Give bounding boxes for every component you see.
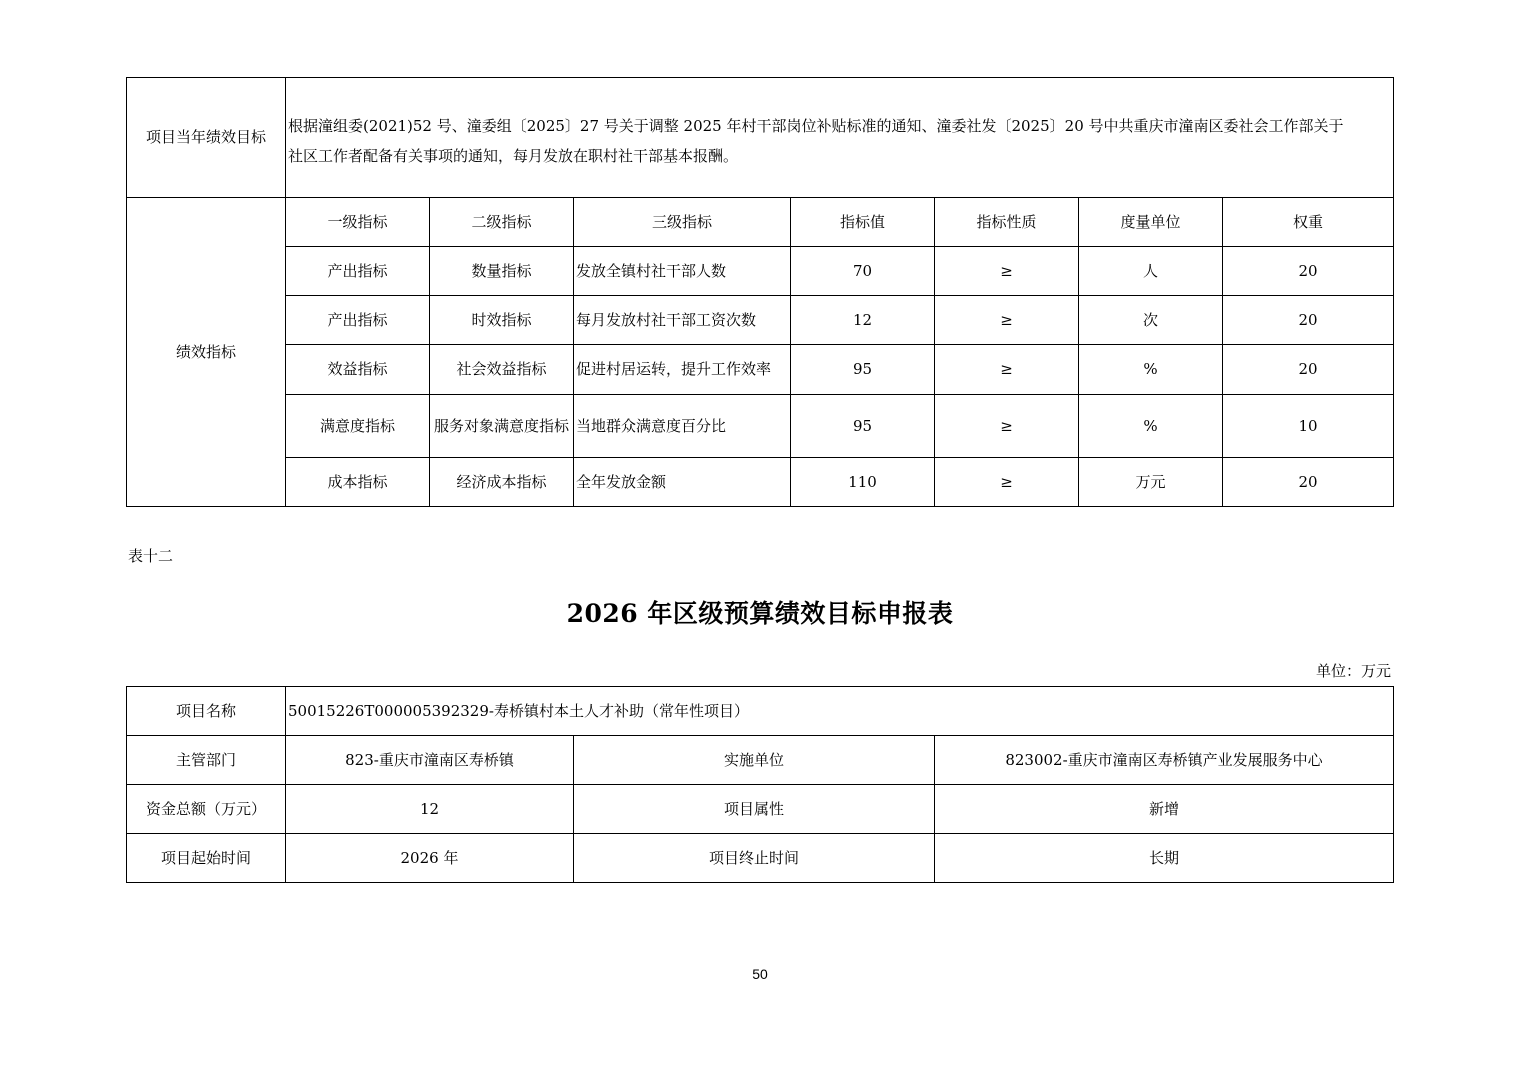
header-level3: 三级指标 — [574, 198, 791, 247]
start-value: 2026 年 — [286, 834, 574, 883]
performance-indicator-table — [126, 77, 1394, 507]
cell-level2: 社会效益指标 — [430, 345, 574, 395]
cell-level2: 数量指标 — [430, 247, 574, 296]
cell-level3: 当地群众满意度百分比 — [574, 395, 791, 458]
cell-value: 12 — [791, 296, 935, 345]
cell-nature: ≥ — [935, 395, 1079, 458]
cell-level3: 每月发放村社干部工资次数 — [574, 296, 791, 345]
cell-level2: 经济成本指标 — [430, 458, 574, 507]
header-nature: 指标性质 — [935, 198, 1079, 247]
cell-level2: 时效指标 — [430, 296, 574, 345]
cell-unit: 次 — [1079, 296, 1223, 345]
impl-label: 实施单位 — [574, 736, 935, 785]
end-value: 长期 — [935, 834, 1394, 883]
cell-nature: ≥ — [935, 247, 1079, 296]
cell-weight: 20 — [1223, 458, 1394, 507]
attr-label: 项目属性 — [574, 785, 935, 834]
cell-value: 110 — [791, 458, 935, 507]
table-number-label: 表十二 — [128, 547, 174, 565]
project-name-value: 50015226T000005392329-寿桥镇村本土人才补助（常年性项目） — [286, 687, 1394, 736]
cell-value: 70 — [791, 247, 935, 296]
goal-text: 根据潼组委(2021)52 号、潼委组〔2025〕27 号关于调整 2025 年村干部岗位补贴标准的通知、潼委社发〔2025〕20 号中共重庆市潼南区委社会工作部关于社区工作者配备有关事项的通知，每月发放在职村社干部基本报酬。 — [286, 78, 1394, 198]
cell-nature: ≥ — [935, 296, 1079, 345]
cell-unit: % — [1079, 345, 1223, 395]
header-level1: 一级指标 — [286, 198, 430, 247]
page-number: 50 — [752, 966, 768, 982]
cell-level1: 成本指标 — [286, 458, 430, 507]
header-unit: 度量单位 — [1079, 198, 1223, 247]
table-row — [127, 345, 1394, 395]
cell-nature: ≥ — [935, 458, 1079, 507]
cell-level1: 产出指标 — [286, 247, 430, 296]
table-row — [127, 296, 1394, 345]
page-title: 2026 年区级预算绩效目标申报表 — [566, 599, 954, 628]
project-info-table — [126, 686, 1394, 883]
cell-weight: 10 — [1223, 395, 1394, 458]
cell-level3: 全年发放金额 — [574, 458, 791, 507]
cell-nature: ≥ — [935, 345, 1079, 395]
cell-level2: 服务对象满意度指标 — [430, 395, 574, 458]
unit-label: 单位：万元 — [1315, 662, 1391, 680]
goal-label: 项目当年绩效目标 — [127, 78, 286, 198]
cell-level3: 发放全镇村社干部人数 — [574, 247, 791, 296]
start-label: 项目起始时间 — [127, 834, 286, 883]
cell-weight: 20 — [1223, 345, 1394, 395]
funds-label: 资金总额（万元） — [127, 785, 286, 834]
perf-label: 绩效指标 — [127, 198, 286, 507]
attr-value: 新增 — [935, 785, 1394, 834]
dept-value: 823-重庆市潼南区寿桥镇 — [286, 736, 574, 785]
cell-value: 95 — [791, 345, 935, 395]
cell-level1: 产出指标 — [286, 296, 430, 345]
table-row — [127, 395, 1394, 458]
cell-unit: 万元 — [1079, 458, 1223, 507]
header-weight: 权重 — [1223, 198, 1394, 247]
end-label: 项目终止时间 — [574, 834, 935, 883]
dept-label: 主管部门 — [127, 736, 286, 785]
cell-value: 95 — [791, 395, 935, 458]
header-value: 指标值 — [791, 198, 935, 247]
cell-level1: 效益指标 — [286, 345, 430, 395]
table-row — [127, 458, 1394, 507]
cell-level1: 满意度指标 — [286, 395, 430, 458]
table-row — [127, 247, 1394, 296]
cell-unit: % — [1079, 395, 1223, 458]
funds-value: 12 — [286, 785, 574, 834]
header-level2: 二级指标 — [430, 198, 574, 247]
project-name-label: 项目名称 — [127, 687, 286, 736]
cell-weight: 20 — [1223, 247, 1394, 296]
cell-weight: 20 — [1223, 296, 1394, 345]
cell-unit: 人 — [1079, 247, 1223, 296]
cell-level3: 促进村居运转，提升工作效率 — [574, 345, 791, 395]
impl-value: 823002-重庆市潼南区寿桥镇产业发展服务中心 — [935, 736, 1394, 785]
